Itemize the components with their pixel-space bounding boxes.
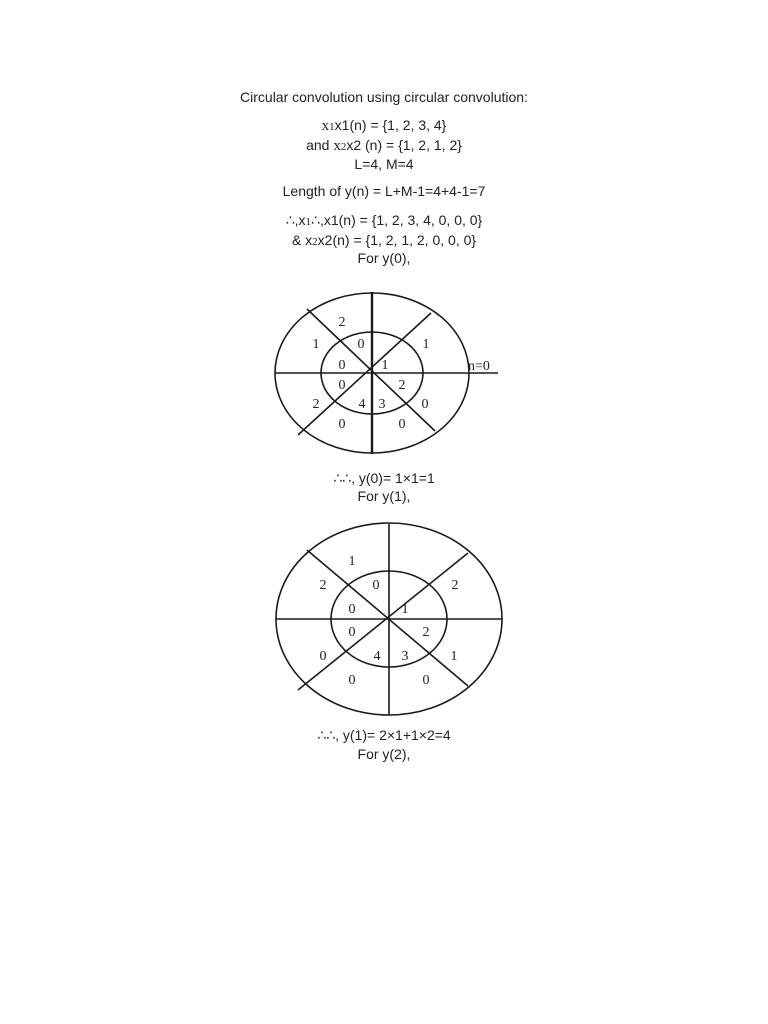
circular-diagram-y0 (0, 286, 768, 461)
d1-inner-label-4: 0 (338, 378, 346, 393)
x1-definition (0, 116, 768, 136)
x1-symbol: x (321, 118, 330, 134)
d2-inner-label-3: 1 (401, 602, 409, 617)
d1-n-label: n=0 (468, 359, 490, 374)
d1-outer-label-5: 0 (421, 397, 429, 412)
x1-padded-a: ∴,x (285, 212, 306, 228)
d2-outer-label-7: 0 (422, 673, 430, 688)
d2-inner-label-7: 3 (401, 649, 409, 664)
x2-padded-b: x2(n) = {1, 2, 1, 2, 0, 0, 0} (317, 232, 477, 248)
d2-inner-label-1: 0 (372, 578, 380, 593)
x2-padded-subscript: 2 (312, 236, 318, 248)
for-y0-label: For y(0), (357, 250, 411, 266)
d1-inner-label-5: 2 (398, 378, 406, 393)
d1-inner-label-6: 4 (358, 397, 366, 412)
d2-outer-label-4: 0 (319, 649, 327, 664)
d2-outer-label-6: 0 (348, 673, 356, 688)
length-formula: Length of y(n) = L+M-1=4+4-1=7 (282, 183, 486, 199)
lm-values: L=4, M=4 (354, 156, 414, 172)
x1-subscript: 1 (329, 121, 335, 133)
x2-padded-a: & x (291, 232, 313, 248)
x2-prefix: and (306, 137, 334, 153)
d1-outer-label-4: 2 (312, 397, 320, 412)
d2-inner-label-5: 2 (422, 625, 430, 640)
d1-inner-label-2: 0 (338, 358, 346, 373)
x1-padded-subscript: 1 (305, 216, 312, 228)
d1-inner-label-1: 0 (357, 337, 365, 352)
d1-inner-label-7: 3 (378, 397, 386, 412)
y0-result: ∴∴, y(0)= 1×1=1 (333, 470, 435, 486)
d1-outer-label-2: 1 (312, 337, 320, 352)
d2-outer-label-2: 2 (319, 578, 327, 593)
x1-values: x1(n) = {1, 2, 3, 4} (334, 117, 447, 133)
d1-outer-label-3: 1 (422, 337, 430, 352)
d2-outer-label-1: 1 (348, 554, 356, 569)
x1-padded-b: ∴,x1(n) = {1, 2, 3, 4, 0, 0, 0} (311, 212, 483, 228)
x2-definition (0, 136, 768, 156)
d1-outer-label-6: 0 (338, 417, 346, 432)
circular-diagram-y1 (0, 518, 768, 698)
d2-inner-label-4: 0 (348, 625, 356, 640)
x2-subscript: 2 (340, 141, 347, 153)
x2-symbol: x (333, 138, 341, 154)
x2-values: x2 (n) = {1, 2, 1, 2} (346, 137, 462, 153)
d1-outer-label-1: 2 (338, 315, 346, 330)
d1-inner-label-3: 1 (381, 358, 389, 373)
y1-result: ∴∴, y(1)= 2×1+1×2=4 (317, 727, 451, 743)
x1-padded (0, 211, 768, 231)
d2-inner-label-2: 0 (348, 602, 356, 617)
d2-outer-label-3: 2 (451, 578, 459, 593)
d1-outer-label-7: 0 (398, 417, 406, 432)
d2-outer-label-5: 1 (450, 649, 458, 664)
page-title: Circular convolution using circular convolution: (240, 89, 528, 105)
for-y2-label: For y(2), (357, 746, 411, 762)
x2-padded (0, 231, 768, 251)
for-y1-label: For y(1), (357, 488, 411, 504)
d2-inner-label-6: 4 (373, 649, 381, 664)
